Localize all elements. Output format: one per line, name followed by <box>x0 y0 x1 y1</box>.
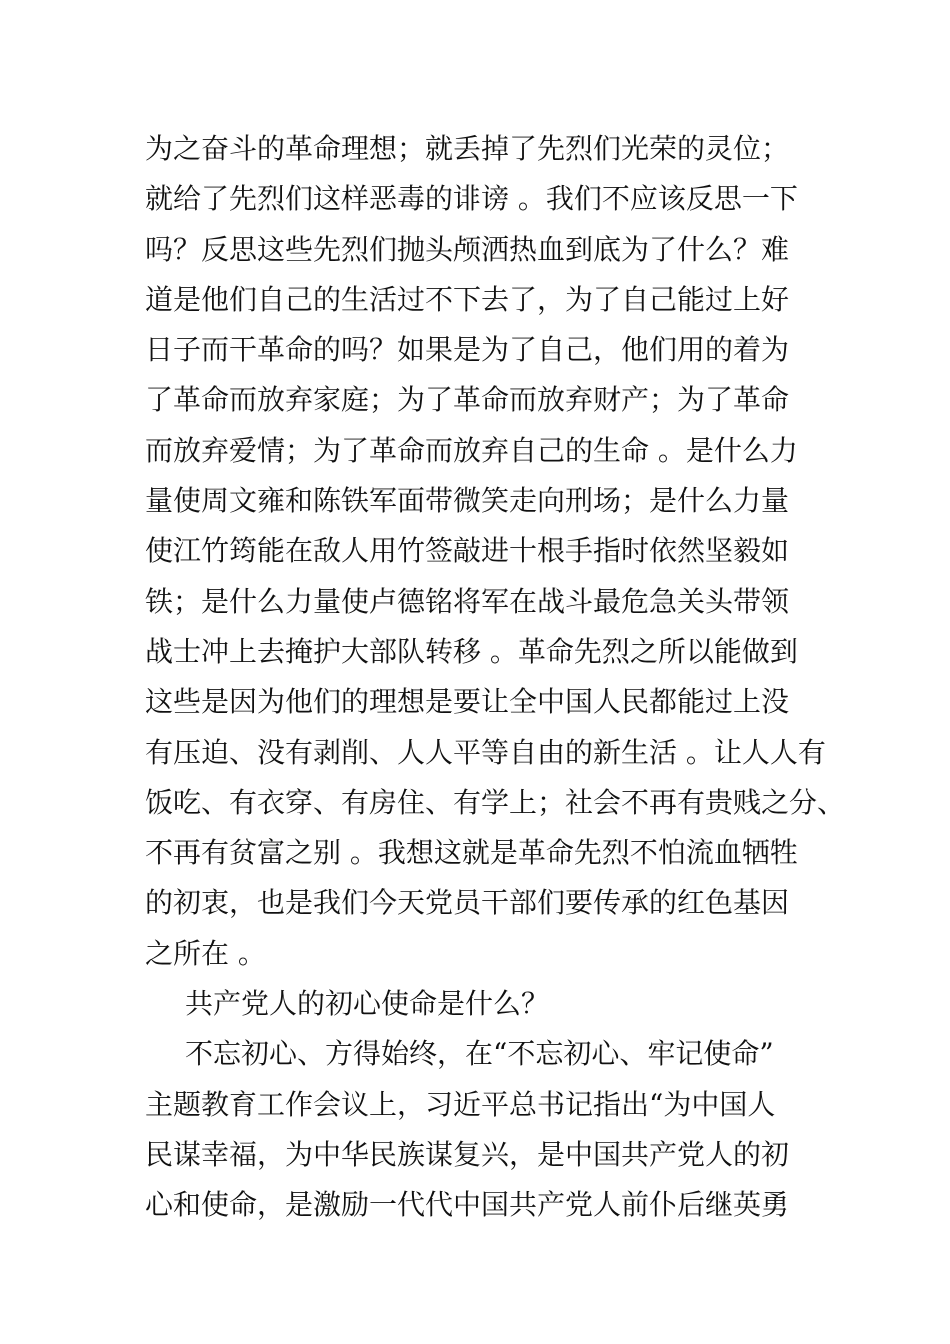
text-line: 了革命而放弃家庭；为了革命而放弃财产；为了革命 <box>145 383 790 417</box>
text-line: 饭吃、有衣穿、有房住、有学上；社会不再有贵贱之分、 <box>145 785 846 819</box>
text-line: 日子而干革命的吗？如果是为了自己，他们用的着为 <box>145 333 790 367</box>
text-line: 之所在 。 <box>145 936 266 970</box>
text-line: 的初衷，也是我们今天党员干部们要传承的红色基因 <box>145 886 790 920</box>
text-line: 就给了先烈们这样恶毒的诽谤 。我们不应该反思一下 <box>145 182 798 216</box>
text-line: 民谋幸福，为中华民族谋复兴，是中国共产党人的初 <box>145 1137 790 1171</box>
text-line: 心和使命，是激励一代代中国共产党人前仆后继英勇 <box>145 1188 790 1222</box>
text-line: 为之奋斗的革命理想；就丢掉了先烈们光荣的灵位； <box>145 132 790 165</box>
body-text <box>145 124 846 1231</box>
text-line: 有压迫、没有剥削、人人平等自由的新生活 。让人人有 <box>145 735 826 769</box>
text-line: 这些是因为他们的理想是要让全中国人民都能过上没 <box>145 685 790 719</box>
text-line: 主题教育工作会议上，习近平总书记指出“为中国人 <box>145 1087 776 1121</box>
text-line: 道是他们自己的生活过不下去了，为了自己能过上好 <box>145 282 790 316</box>
paragraph-start-line: 不忘初心、方得始终，在“不忘初心、牢记使命” <box>185 1037 774 1071</box>
text-line: 铁；是什么力量使卢德铭将军在战斗最危急关头带领 <box>145 584 790 618</box>
section-question: 共产党人的初心使命是什么？ <box>185 987 550 1021</box>
text-line: 而放弃爱情；为了革命而放弃自己的生命 。是什么力 <box>145 433 798 467</box>
text-line: 吗？反思这些先烈们抛头颅洒热血到底为了什么？难 <box>145 232 790 266</box>
text-line: 不再有贫富之别 。我想这就是革命先烈不怕流血牺牲 <box>145 836 798 870</box>
text-line: 战士冲上去掩护大部队转移 。革命先烈之所以能做到 <box>145 634 798 668</box>
text-line: 量使周文雍和陈铁军面带微笑走向刑场；是什么力量 <box>145 484 790 518</box>
text-line: 使江竹筠能在敌人用竹签敲进十根手指时依然坚毅如 <box>145 534 790 568</box>
